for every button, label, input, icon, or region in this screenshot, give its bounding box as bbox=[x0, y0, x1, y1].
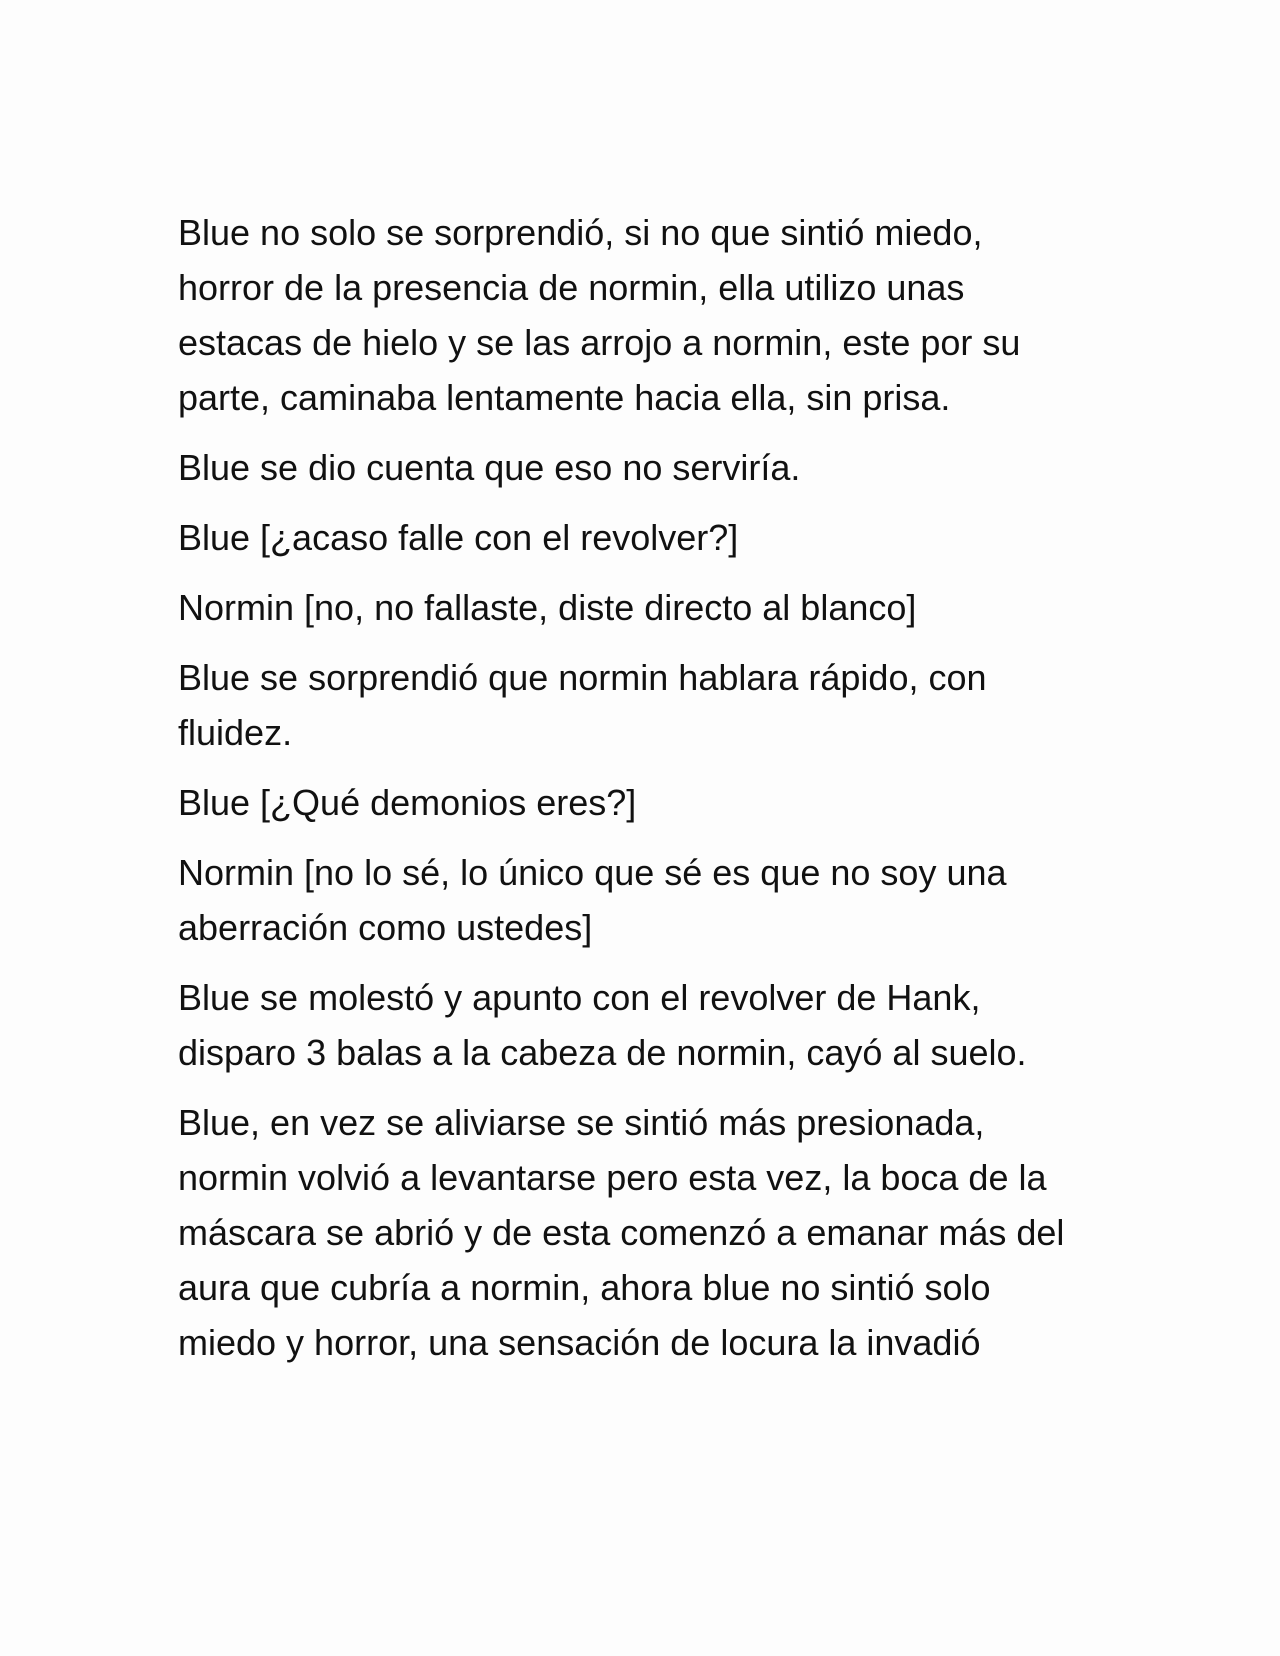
paragraph-3: Blue [¿acaso falle con el revolver?] bbox=[178, 517, 739, 558]
paragraph-1: Blue no solo se sorprendió, si no que sintió miedo, horror de la presencia de normin, ella utilizo unas estacas de hielo y se las arrojo a normin, este por su parte, caminaba lentamente hacia ella, sin prisa. bbox=[178, 212, 1021, 418]
document-body bbox=[178, 205, 1118, 1385]
paragraph-2: Blue se dio cuenta que eso no serviría. bbox=[178, 447, 801, 488]
paragraph-9: Blue, en vez se aliviarse se sintió más presionada, normin volvió a levantarse pero esta vez, la boca de la máscara se abrió y de esta comenzó a emanar más del aura que cubría a normin, ahora blue no sintió solo miedo y horror, una sensación de locura la invadió bbox=[178, 1102, 1065, 1363]
paragraph-4: Normin [no, no fallaste, diste directo al blanco] bbox=[178, 587, 917, 628]
paragraph-7: Normin [no lo sé, lo único que sé es que no soy una aberración como ustedes] bbox=[178, 852, 1007, 948]
paragraph-5: Blue se sorprendió que normin hablara rápido, con fluidez. bbox=[178, 657, 987, 753]
paragraph-8: Blue se molestó y apunto con el revolver de Hank, disparo 3 balas a la cabeza de normin, cayó al suelo. bbox=[178, 977, 1027, 1073]
paragraph-6: Blue [¿Qué demonios eres?] bbox=[178, 782, 637, 823]
